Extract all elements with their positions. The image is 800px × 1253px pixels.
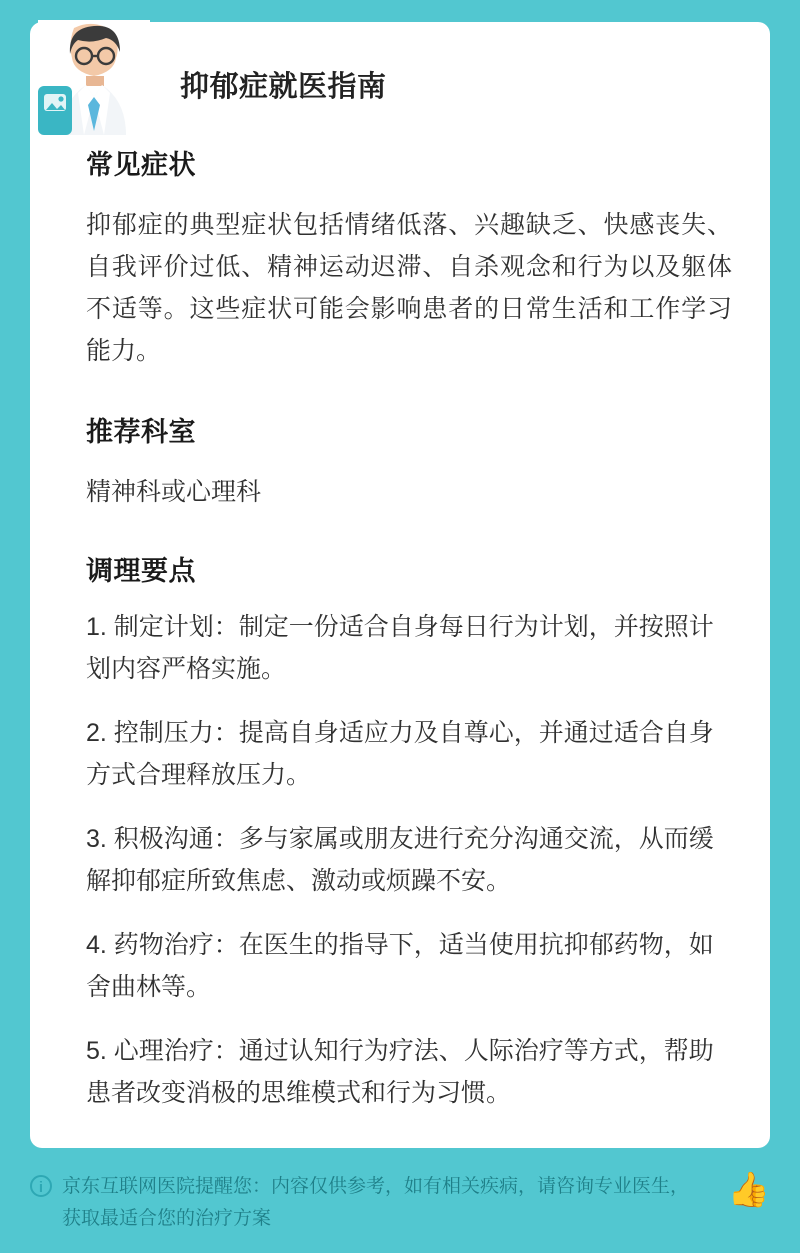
footer [30,1171,770,1235]
section-heading-symptoms: 常见症状 [86,150,196,180]
info-icon: i [30,1175,52,1197]
symptoms-text: 抑郁症的典型症状包括情绪低落、兴趣缺乏、快感丧失、自我评价过低、精神运动迟滞、自杀观念和行为以及躯体不适等。这些症状可能会影响患者的日常生活和工作学习能力。 [86,211,732,365]
footer-notice [30,1171,702,1235]
section-heading-care: 调理要点 [86,556,196,586]
page-title: 抑郁症就医指南 [180,71,387,103]
thumb-up-icon[interactable]: 👍 [727,1171,770,1209]
list-item: 5. 心理治疗：通过认知行为疗法、人际治疗等方式，帮助患者改变消极的思维模式和行为习惯。 [86,1037,714,1107]
list-item: 4. 药物治疗：在医生的指导下，适当使用抗抑郁药物，如舍曲林等。 [86,931,714,1001]
footer-text: 京东互联网医院提醒您：内容仅供参考，如有相关疾病，请咨询专业医生，获取最适合您的治疗方案 [62,1176,690,1229]
list-item: 3. 积极沟通：多与家属或朋友进行充分沟通交流，从而缓解抑郁症所致焦虑、激动或烦躁不安。 [86,825,714,895]
list-item: 2. 控制压力：提高自身适应力及自尊心，并通过适合自身方式合理释放压力。 [86,719,714,789]
list-item: 1. 制定计划：制定一份适合自身每日行为计划，并按照计划内容严格实施。 [86,613,714,683]
care-list [86,606,732,1114]
department-text: 精神科或心理科 [86,478,262,506]
section-heading-department: 推荐科室 [86,417,196,447]
doctor-avatar-icon [38,20,150,135]
guide-card [30,22,770,1148]
